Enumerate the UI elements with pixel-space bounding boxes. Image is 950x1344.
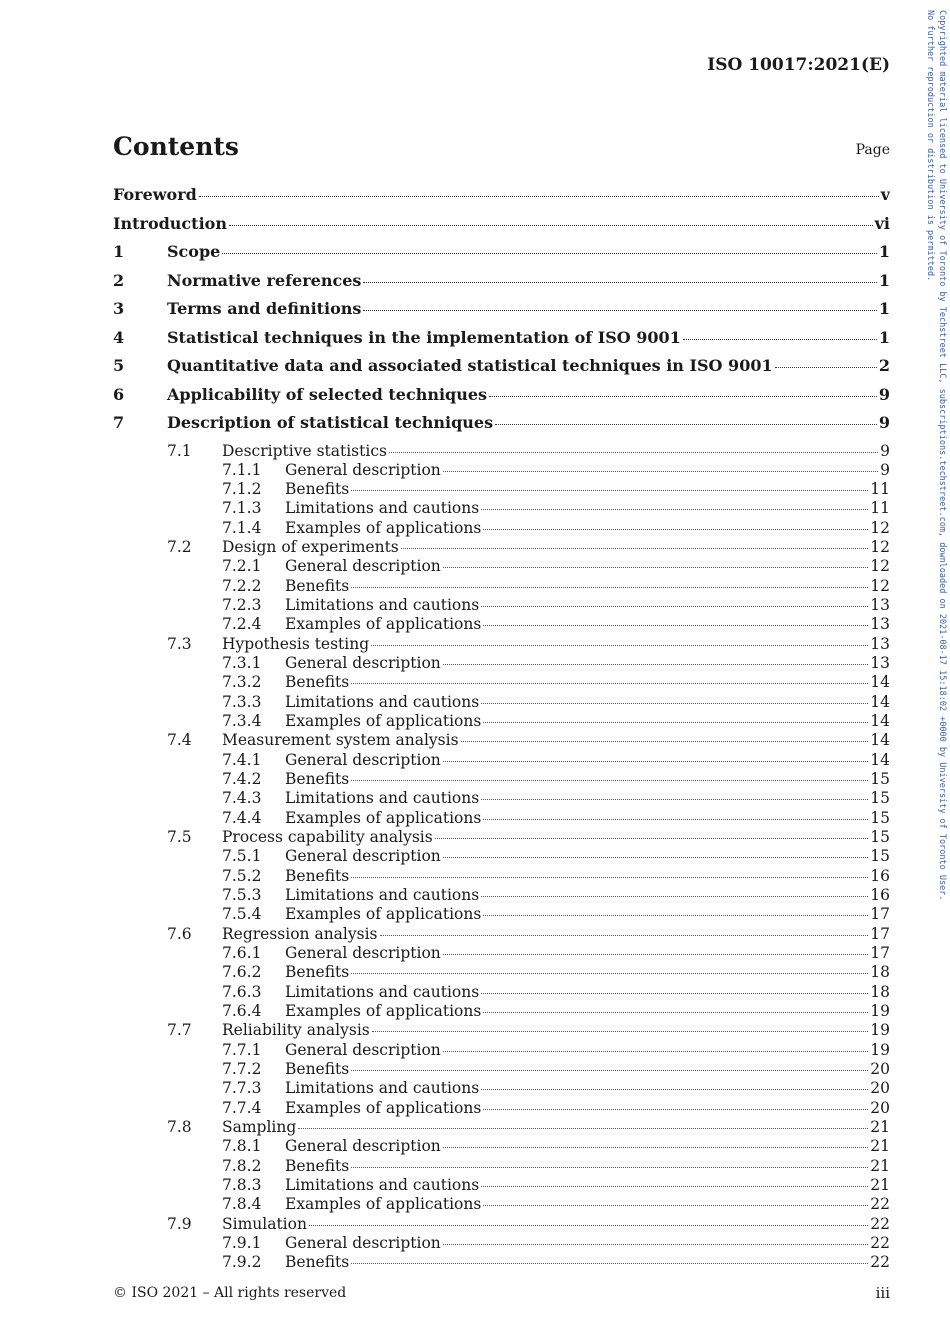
toc-dot-leader [483,1108,868,1110]
toc-entry[interactable] [113,751,890,770]
toc-entry-title: General description [285,847,441,866]
toc-entry-page: 9 [880,460,890,479]
toc-entry[interactable] [113,615,890,634]
toc-entry[interactable] [113,847,890,866]
toc-entry-page: 9 [878,413,890,432]
toc-entry-title: Statistical techniques in the implementation of ISO 9001 [167,327,681,347]
toc-entry-number: 3 [113,299,125,318]
toc-entry[interactable] [113,867,890,886]
toc-entry-number: 7.4.4 [222,808,262,827]
toc-dot-leader [351,876,868,878]
toc-entry-number: 7.1.1 [222,460,262,479]
toc-entry-page: v [880,185,890,204]
toc-entry[interactable] [113,271,890,300]
toc-entry[interactable] [113,905,890,924]
toc-entry-page: 14 [870,750,890,769]
toc-entry[interactable] [113,413,890,442]
toc-entry-page: 14 [870,673,890,692]
toc-dot-leader [775,366,877,368]
toc-entry[interactable] [113,328,890,357]
toc-entry-title: Applicability of selected techniques [167,384,488,404]
toc-dot-leader [483,1011,868,1013]
toc-entry-number: 4 [113,327,125,347]
toc-entry-page: 14 [870,712,890,731]
toc-dot-leader [481,895,868,897]
toc-entry-number: 7.2.3 [222,596,262,615]
toc-entry[interactable] [113,480,890,499]
toc-entry-title: Introduction [113,213,227,233]
toc-dot-leader [481,702,868,704]
toc-dot-leader [380,934,869,936]
toc-entry-page: 1 [878,299,890,318]
footer-page-number: iii [875,1284,890,1302]
toc-entry-page: 12 [870,538,890,557]
toc-entry[interactable] [113,944,890,963]
toc-entry-page: 12 [870,518,890,537]
toc-entry-title: Benefits [285,1060,350,1078]
toc-entry-title: Limitations and cautions [285,499,480,518]
toc-entry-number: 7.8 [167,1117,192,1136]
toc-dot-leader [443,470,878,472]
toc-entry[interactable] [113,789,890,808]
toc-entry-page: 22 [870,1253,890,1272]
toc-dot-leader [372,1030,869,1032]
toc-dot-leader [401,547,869,549]
toc-entry-title: Benefits [285,866,350,885]
toc-entry-page: 14 [870,692,890,711]
toc-entry-page: 19 [870,1021,890,1040]
toc-entry-title: Benefits [285,673,350,692]
toc-entry[interactable] [113,385,890,414]
toc-entry[interactable] [113,1157,890,1176]
toc-entry[interactable] [113,1137,890,1156]
toc-entry[interactable] [113,499,890,518]
toc-entry[interactable] [113,577,890,596]
toc-entry-number: 5 [113,356,125,375]
toc-dot-leader [495,423,877,425]
toc-dot-leader [363,309,876,311]
toc-entry-number: 7.3.3 [222,692,262,711]
toc-dot-leader [483,624,868,626]
toc-dot-leader [443,1243,869,1245]
toc-entry[interactable] [113,461,890,480]
toc-entry-page: 20 [870,1079,890,1098]
toc-entry-page: 17 [870,924,890,943]
toc-dot-leader [351,1069,868,1071]
toc-dot-leader [481,798,868,800]
toc-entry-page: 11 [870,480,890,499]
toc-entry-title: Benefits [285,770,350,789]
toc-entry-title: Examples of applications [285,905,482,924]
toc-entry-title: Limitations and cautions [285,596,480,615]
toc-entry[interactable] [113,356,890,385]
table-of-contents [113,185,890,1273]
toc-entry-title: Limitations and cautions [285,1175,480,1194]
toc-entry[interactable] [113,693,890,712]
toc-entry-number: 7.6.3 [222,982,262,1001]
toc-entry-number: 7.5.1 [222,847,262,866]
toc-dot-leader [199,195,879,197]
toc-entry-number: 7.7.3 [222,1079,262,1098]
toc-entry-title: Normative references [167,270,362,290]
toc-dot-leader [443,953,869,955]
toc-entry-number: 7.5.2 [222,866,262,885]
toc-entry-page: 15 [870,789,890,808]
toc-dot-leader [351,779,868,781]
toc-entry[interactable] [113,809,890,828]
toc-entry-number: 7.3 [167,634,192,653]
toc-entry[interactable] [113,1002,890,1021]
toc-entry-page: 9 [880,441,890,460]
toc-entry[interactable] [113,1118,890,1137]
toc-entry[interactable] [113,1079,890,1098]
toc-entry-page: 1 [878,270,890,290]
toc-entry-page: vi [874,213,890,233]
toc-entry-title: General description [285,557,441,576]
toc-entry[interactable] [113,731,890,750]
toc-entry[interactable] [113,712,890,731]
toc-entry-number: 7.6.4 [222,1002,262,1021]
toc-dot-leader [483,818,868,820]
toc-entry-number: 7 [113,413,125,432]
toc-entry-page: 22 [870,1233,890,1252]
toc-entry[interactable] [113,596,890,615]
toc-entry-title: Foreword [113,185,197,204]
toc-dot-leader [481,605,868,607]
toc-entry-number: 7.7.4 [222,1098,262,1117]
toc-entry-title: Scope [167,242,221,261]
toc-entry-page: 11 [870,499,890,518]
toc-entry-title: Design of experiments [222,538,399,557]
toc-entry-number: 7.4.1 [222,750,262,769]
toc-entry-title: General description [285,750,441,769]
toc-dot-leader [435,837,869,839]
toc-entry-page: 22 [870,1214,890,1233]
toc-dot-leader [389,451,878,453]
toc-entry-title: Reliability analysis [222,1021,370,1040]
toc-entry[interactable] [113,654,890,673]
toc-entry-number: 2 [113,270,125,290]
toc-entry-number: 7.2.2 [222,576,262,595]
toc-entry-title: Benefits [285,576,350,595]
toc-dot-leader [481,992,868,994]
toc-entry-page: 1 [878,242,890,261]
toc-entry[interactable] [113,925,890,944]
toc-dot-leader [309,1224,868,1226]
toc-dot-leader [351,1166,868,1168]
toc-entry-title: Benefits [285,963,350,982]
toc-entry[interactable] [113,1060,890,1079]
toc-dot-leader [481,1185,868,1187]
toc-entry[interactable] [113,963,890,982]
toc-dot-leader [363,281,876,283]
toc-entry-number: 7.5.3 [222,886,262,905]
toc-entry[interactable] [113,442,890,461]
toc-entry-number: 7.8.2 [222,1156,262,1175]
toc-entry-number: 7.5 [167,828,192,847]
toc-entry[interactable] [113,1234,890,1253]
toc-entry[interactable] [113,519,890,538]
toc-entry-number: 7.1.4 [222,518,262,537]
toc-dot-leader [483,721,868,723]
toc-entry-number: 7.9.2 [222,1253,262,1272]
toc-entry-page: 12 [870,576,890,595]
toc-dot-leader [683,338,877,340]
toc-dot-leader [298,1127,868,1129]
toc-entry[interactable] [113,673,890,692]
toc-entry-title: Simulation [222,1214,307,1233]
toc-entry[interactable] [113,214,890,243]
copyright-watermark [924,10,948,900]
toc-dot-leader [443,1146,869,1148]
toc-entry-title: Benefits [285,480,350,499]
toc-entry-number: 7.4.2 [222,770,262,789]
toc-entry-page: 18 [870,963,890,982]
toc-entry-number: 7.7.1 [222,1040,262,1059]
toc-entry[interactable] [113,1253,890,1272]
toc-entry-title: General description [285,460,441,479]
toc-entry-title: Examples of applications [285,712,482,731]
toc-entry-title: Examples of applications [285,615,482,634]
toc-entry-title: Measurement system analysis [222,731,459,750]
toc-entry[interactable] [113,1041,890,1060]
toc-entry-number: 7.3.1 [222,654,262,673]
toc-dot-leader [229,224,873,226]
toc-dot-leader [351,682,868,684]
toc-entry[interactable] [113,299,890,328]
toc-dot-leader [481,1088,868,1090]
toc-dot-leader [443,1050,869,1052]
toc-entry-title: Examples of applications [285,1195,482,1214]
toc-dot-leader [351,972,868,974]
toc-dot-leader [461,740,869,742]
toc-dot-leader [351,1262,868,1264]
toc-entry-number: 7.5.4 [222,905,262,924]
toc-entry-page: 15 [870,828,890,847]
toc-entry-number: 7.7.2 [222,1060,262,1078]
toc-dot-leader [443,566,869,568]
watermark-line-1: Copyrighted material licensed to University of Toronto by Techstreet LLC, subscriptions.techstreet.com, downloaded on 2021-08-17 15:18:02 +0000 by University of Toronto User. [937,10,947,901]
toc-entry-title: Benefits [285,1253,350,1272]
toc-entry-page: 21 [870,1156,890,1175]
toc-entry[interactable] [113,635,890,654]
toc-dot-leader [481,508,868,510]
toc-dot-leader [222,252,877,254]
toc-dot-leader [489,395,877,397]
toc-entry-title: General description [285,1137,441,1156]
toc-entry-page: 14 [870,731,890,750]
toc-entry[interactable] [113,185,890,214]
toc-entry-title: Limitations and cautions [285,1079,480,1098]
toc-entry-page: 1 [878,327,890,347]
toc-entry-number: 7.9 [167,1214,192,1233]
toc-entry-title: General description [285,1040,441,1059]
toc-entry-title: Process capability analysis [222,828,433,847]
toc-entry-number: 7.9.1 [222,1233,262,1252]
toc-entry-number: 7.8.4 [222,1195,262,1214]
toc-entry-number: 7.7 [167,1021,192,1040]
toc-entry-number: 7.8.1 [222,1137,262,1156]
toc-entry-title: Examples of applications [285,518,482,537]
toc-entry-number: 7.3.4 [222,712,262,731]
toc-entry-page: 22 [870,1195,890,1214]
toc-entry-number: 7.2.4 [222,615,262,634]
footer-copyright: © ISO 2021 – All rights reserved [113,1285,347,1301]
toc-entry-title: Description of statistical techniques [167,413,494,432]
toc-entry-title: Hypothesis testing [222,634,370,653]
toc-entry[interactable] [113,886,890,905]
toc-entry-page: 15 [870,847,890,866]
toc-entry-page: 12 [870,557,890,576]
page-column-label: Page [855,142,890,158]
toc-dot-leader [483,528,868,530]
toc-entry-page: 13 [870,615,890,634]
toc-dot-leader [351,489,868,491]
toc-entry-page: 15 [870,770,890,789]
toc-entry-title: Limitations and cautions [285,886,480,905]
toc-entry-title: Limitations and cautions [285,982,480,1001]
toc-dot-leader [443,663,869,665]
toc-entry-title: Examples of applications [285,1002,482,1021]
toc-entry-title: General description [285,1233,441,1252]
toc-entry[interactable] [113,770,890,789]
toc-entry[interactable] [113,557,890,576]
toc-entry-page: 20 [870,1060,890,1078]
toc-entry-title: Descriptive statistics [222,441,387,460]
toc-entry-title: Examples of applications [285,808,482,827]
toc-entry-page: 18 [870,982,890,1001]
toc-entry-number: 7.1 [167,441,192,460]
toc-entry-page: 19 [870,1040,890,1059]
toc-entry-page: 17 [870,905,890,924]
toc-entry-number: 7.2.1 [222,557,262,576]
toc-dot-leader [351,586,868,588]
toc-entry-page: 21 [870,1137,890,1156]
toc-entry-title: Examples of applications [285,1098,482,1117]
toc-entry-title: Benefits [285,1156,350,1175]
toc-entry-page: 16 [870,866,890,885]
toc-entry-number: 7.1.2 [222,480,262,499]
toc-entry-page: 13 [870,654,890,673]
toc-entry[interactable] [113,1176,890,1195]
toc-entry-title: Limitations and cautions [285,789,480,808]
toc-entry[interactable] [113,1021,890,1040]
toc-entry[interactable] [113,828,890,847]
toc-dot-leader [483,914,868,916]
toc-dot-leader [483,1204,868,1206]
toc-entry[interactable] [113,1215,890,1234]
toc-entry-page: 17 [870,944,890,963]
toc-dot-leader [371,644,868,646]
toc-entry-title: Quantitative data and associated statistical techniques in ISO 9001 [167,356,773,375]
toc-entry-title: General description [285,654,441,673]
toc-entry-title: Regression analysis [222,924,378,943]
toc-entry-number: 7.6.1 [222,944,262,963]
toc-entry-page: 2 [878,356,890,375]
toc-entry-number: 7.8.3 [222,1175,262,1194]
toc-entry-number: 7.3.2 [222,673,262,692]
toc-entry-number: 7.4 [167,731,192,750]
toc-entry-number: 7.6.2 [222,963,262,982]
toc-entry-number: 7.6 [167,924,192,943]
toc-entry[interactable] [113,538,890,557]
toc-entry-number: 7.1.3 [222,499,262,518]
toc-entry-number: 7.2 [167,538,192,557]
toc-entry[interactable] [113,242,890,271]
toc-entry-page: 21 [870,1117,890,1136]
toc-entry-title: Limitations and cautions [285,692,480,711]
toc-entry-page: 21 [870,1175,890,1194]
toc-entry[interactable] [113,1195,890,1214]
toc-entry-number: 6 [113,384,125,404]
toc-entry-page: 19 [870,1002,890,1021]
toc-dot-leader [443,856,869,858]
toc-entry-page: 13 [870,596,890,615]
toc-entry-page: 13 [870,634,890,653]
toc-entry-title: Sampling [222,1117,297,1136]
toc-entry-page: 20 [870,1098,890,1117]
toc-entry-number: 7.4.3 [222,789,262,808]
toc-entry[interactable] [113,983,890,1002]
toc-entry-page: 9 [878,384,890,404]
toc-entry-number: 1 [113,242,125,261]
toc-entry-page: 15 [870,808,890,827]
toc-entry-page: 16 [870,886,890,905]
toc-entry-title: General description [285,944,441,963]
document-id: ISO 10017:2021(E) [707,55,890,75]
toc-dot-leader [443,760,869,762]
toc-entry[interactable] [113,1099,890,1118]
watermark-line-2: No further reproduction or distribution is permitted. [925,10,935,282]
page-title: Contents [113,132,240,161]
toc-entry-title: Terms and definitions [167,299,362,318]
